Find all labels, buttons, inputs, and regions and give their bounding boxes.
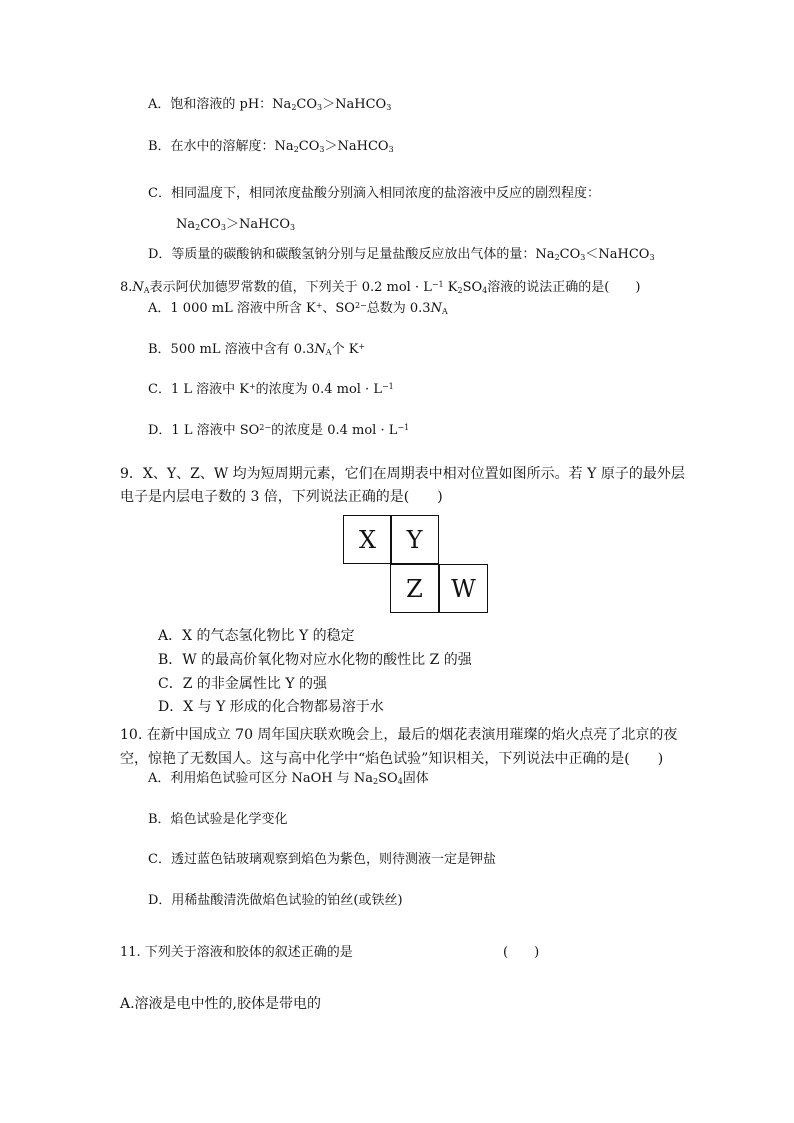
subscript: 2 [457, 286, 463, 295]
q10-option-a-text: 固体 [402, 771, 429, 786]
q7-option-a [148, 96, 391, 117]
q8-option-b [148, 338, 365, 362]
subscript: A [441, 307, 448, 316]
q11-answer-bracket: ( ) [503, 945, 540, 960]
formula-part: CO [559, 247, 581, 262]
q8-option-d [148, 419, 409, 440]
q10-stem-line1: 10. 在新中国成立 70 周年国庆联欢晚会上，最后的烟花表演用璀璨的焰火点亮了北京的夜 [120, 727, 678, 743]
q8-option-c-text: 的浓度为 0.4 mol · L [255, 382, 382, 397]
q8-option-a-text: 总数为 0.3 [366, 301, 431, 316]
periodic-table-fragment [343, 515, 489, 613]
q8-stem-text: 表示阿伏加德罗常数的值，下列关于 0.2 mol · L [149, 280, 432, 295]
formula-part: K [443, 280, 458, 295]
q9-option-a: A．X 的气态氢化物比 Y 的稳定 [158, 628, 355, 644]
formula-part: ＞NaHCO [322, 97, 387, 112]
q7-option-d [148, 246, 655, 267]
formula-part: ＜NaHCO [585, 247, 650, 262]
superscript: + [248, 382, 256, 391]
subscript: A [143, 286, 150, 295]
formula-part: CO [200, 217, 221, 232]
superscript: −1 [397, 423, 410, 432]
q8-option-d-text: 的浓度是 0.4 mol · L [271, 423, 398, 438]
superscript: 2− [259, 423, 272, 432]
cell-x: X [343, 515, 392, 564]
q7-option-d-text: D．等质量的碳酸钠和碳酸氢钠分别与足量盐酸反应放出气体的量：Na [148, 247, 555, 262]
subscript: 3 [220, 223, 226, 232]
subscript: 4 [397, 777, 403, 786]
subscript: A [325, 348, 332, 357]
avogadro-symbol: N [314, 342, 326, 357]
subscript: 2 [554, 253, 560, 262]
subscript: 2 [291, 103, 297, 112]
q8-option-d-text: D．1 L 溶液中 SO [148, 423, 260, 438]
subscript: 3 [386, 103, 392, 112]
q9-option-c: C．Z 的非金属性比 Y 的强 [158, 676, 328, 692]
q8-option-c-text: C．1 L 溶液中 K [148, 382, 249, 397]
formula-part: CO [296, 97, 318, 112]
avogadro-symbol: N [132, 280, 144, 295]
formula-part: Na [176, 217, 196, 232]
avogadro-symbol: N [430, 301, 442, 316]
cell-y: Y [390, 515, 439, 564]
q7-option-a-text: A．饱和溶液的 pH：Na [148, 97, 292, 112]
q8-option-a [148, 297, 448, 321]
formula-part: ＞NaHCO [324, 139, 389, 154]
superscript: + [358, 342, 366, 351]
subscript: 2 [195, 223, 201, 232]
subscript: 4 [482, 286, 488, 295]
subscript: 2 [373, 777, 379, 786]
q7-option-c-line2 [176, 216, 295, 237]
cell-w: W [439, 564, 488, 613]
formula-part: 、SO [322, 301, 355, 316]
subscript: 3 [290, 223, 296, 232]
q10-stem-line2: 空，惊艳了无数国人。这与高中化学中“焰色试验”知识相关，下列说法中正确的是( ) [120, 751, 664, 767]
subscript: 3 [319, 145, 325, 154]
q7-option-b-text: B．在水中的溶解度：Na [148, 139, 294, 154]
subscript: 3 [388, 145, 394, 154]
q9-stem-line1: 9．X、Y、Z、W 均为短周期元素，它们在周期表中相对位置如图所示。若 Y 原子的最外层 [120, 466, 685, 482]
q8-option-b-text: B．500 mL 溶液中含有 0.3 [148, 342, 315, 357]
q10-option-c: C．透过蓝色钴玻璃观察到焰色为紫色，则待测液一定是钾盐 [148, 852, 496, 867]
q9-option-b: B．W 的最高价氧化物对应水化物的酸性比 Z 的强 [158, 652, 472, 668]
q10-option-d: D．用稀盐酸清洗做焰色试验的铂丝(或铁丝) [148, 893, 403, 908]
formula-part: CO [298, 139, 320, 154]
subscript: 3 [580, 253, 586, 262]
subscript: 2 [293, 145, 299, 154]
q7-option-b [148, 138, 394, 159]
q10-option-b: B．焰色试验是化学变化 [148, 812, 288, 827]
cell-z: Z [390, 564, 439, 613]
formula-part: SO [378, 771, 398, 786]
q10-option-a-text: A．利用焰色试验可区分 NaOH 与 Na [148, 771, 374, 786]
q7-option-c-line1: C．相同温度下，相同浓度盐酸分别滴入相同浓度的盐溶液中反应的剧烈程度： [148, 186, 600, 201]
q9-option-d: D．X 与 Y 形成的化合物都易溶于水 [158, 699, 384, 715]
q8-stem-text: 溶液的说法正确的是( ) [487, 280, 641, 295]
superscript: 2− [354, 301, 367, 310]
formula-part: ＞NaHCO [225, 217, 291, 232]
q10-option-a [148, 770, 429, 791]
formula-part: SO [462, 280, 483, 295]
superscript: −1 [431, 280, 444, 289]
q8-option-b-text: 个 K [331, 342, 359, 357]
subscript: 3 [649, 253, 655, 262]
q8-option-c [148, 378, 394, 399]
superscript: −1 [381, 382, 394, 391]
q9-stem-line2: 电子是内层电子数的 3 倍，下列说法正确的是( ) [120, 489, 443, 505]
q11-option-a: A.溶液是电中性的,胶体是带电的 [120, 996, 322, 1012]
superscript: + [315, 301, 323, 310]
subscript: 3 [317, 103, 323, 112]
q8-number: 8. [120, 280, 133, 295]
q11-stem: 11. 下列关于溶液和胶体的叙述正确的是 [120, 945, 353, 960]
q8-option-a-text: A．1 000 mL 溶液中所含 K [148, 301, 316, 316]
